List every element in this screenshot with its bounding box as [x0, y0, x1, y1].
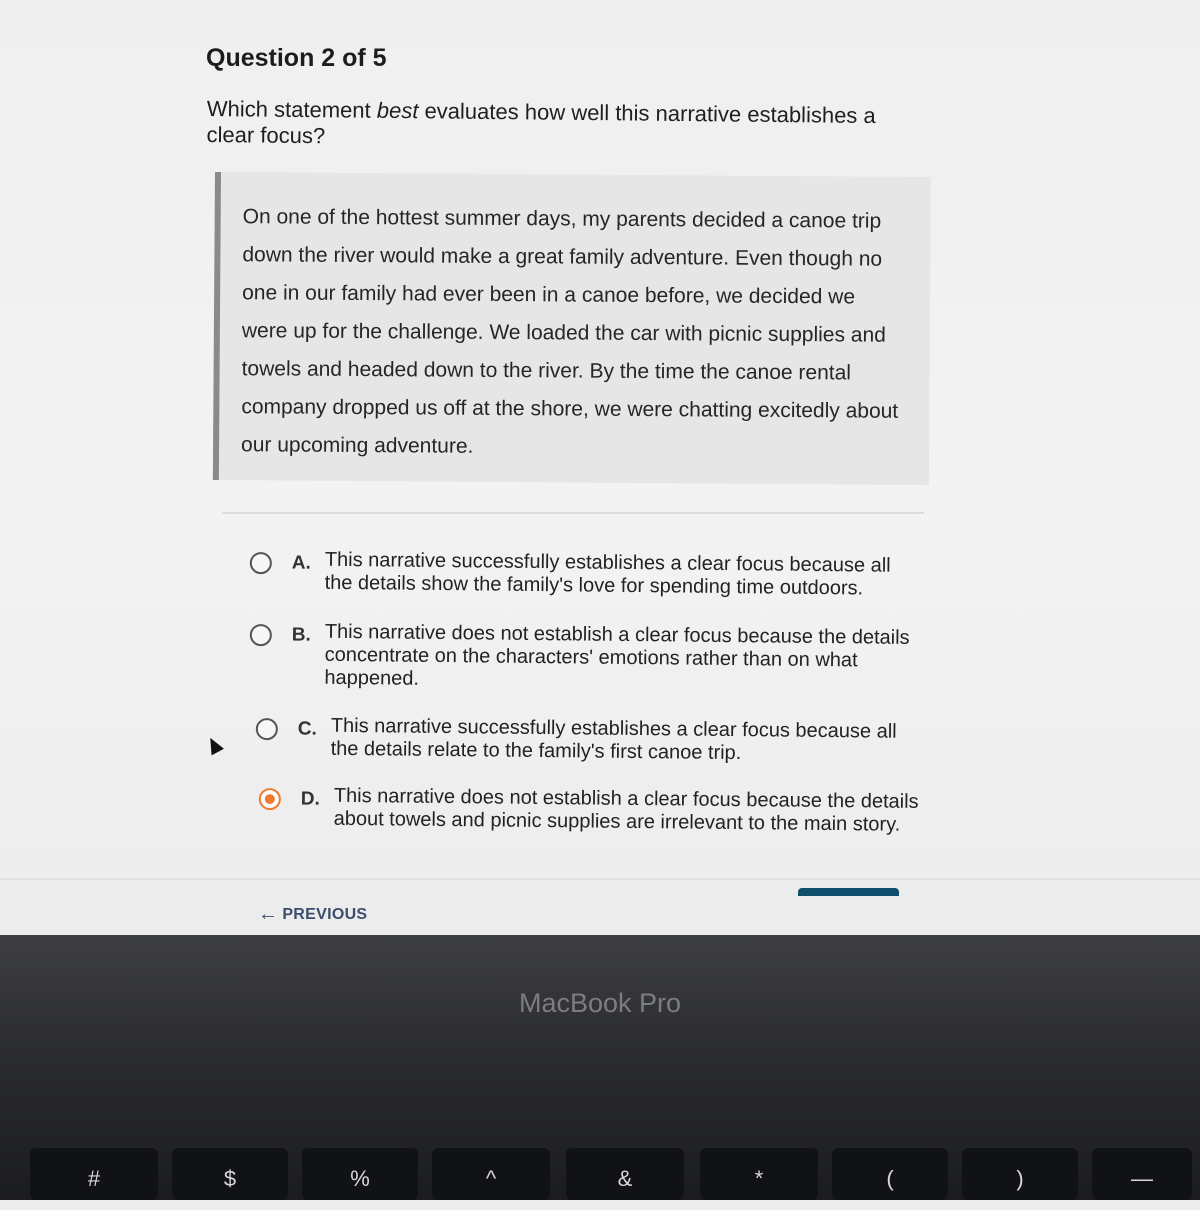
footer-divider [0, 878, 1200, 880]
key-hash[interactable]: # [30, 1148, 158, 1200]
laptop-brand-label: MacBook Pro [518, 988, 682, 1018]
question-counter: Question 2 of 5 [206, 44, 387, 72]
radio-selected-icon[interactable] [259, 788, 281, 810]
key-asterisk[interactable]: * [700, 1148, 818, 1200]
answer-option-a[interactable] [250, 548, 915, 601]
passage-text: On one of the hottest summer days, my parents decided a canoe trip down the river would make a great family adventure. Even though no one in our family had ever been in a canoe before, we decided we were up for the challenge. We loaded the car with picnic supplies and towels and headed down to the river. By the time the canoe rental company dropped us off at the shore, we were chatting excitedly about our upcoming adventure. [241, 205, 899, 458]
key-dollar[interactable]: $ [172, 1148, 288, 1200]
option-letter: B. [291, 624, 311, 646]
keyboard-row [0, 1148, 1200, 1200]
key-caret[interactable]: ^ [432, 1148, 550, 1200]
answer-option-b[interactable] [249, 620, 915, 696]
option-letter: A. [291, 552, 311, 574]
radio-icon[interactable] [250, 552, 272, 574]
key-minus[interactable]: — [1092, 1148, 1192, 1200]
option-text: This narrative does not establish a clear focus because the details about towels and picnic supplies are irrelevant to the main story. [333, 784, 919, 836]
arrow-left-icon: ← [258, 903, 279, 925]
option-text: This narrative successfully establishes a clear focus because all the details relate to the family's first canoe trip. [330, 714, 897, 765]
prompt-text-end: evaluates how well this narrative establishes a clear focus? [206, 98, 876, 149]
key-ampersand[interactable]: & [566, 1148, 684, 1200]
radio-icon[interactable] [256, 718, 278, 740]
section-divider [222, 512, 924, 514]
key-close-paren[interactable]: ) [962, 1148, 1078, 1200]
narrative-passage [213, 172, 931, 485]
answer-option-c[interactable] [256, 714, 921, 767]
option-letter: C. [297, 718, 317, 740]
key-open-paren[interactable]: ( [832, 1148, 948, 1200]
mouse-cursor-icon [204, 735, 224, 756]
prompt-emphasis: best [376, 97, 419, 124]
key-percent[interactable]: % [302, 1148, 418, 1200]
option-letter: D. [300, 788, 320, 810]
prompt-text-start: Which statement [206, 96, 377, 123]
previous-button[interactable] [258, 902, 367, 925]
radio-icon[interactable] [250, 624, 272, 646]
next-button[interactable] [798, 888, 899, 896]
option-text: This narrative does not establish a clear focus because the details concentrate on the characters' emotions rather than on what happened. [324, 620, 910, 690]
question-prompt [206, 96, 927, 156]
previous-label: PREVIOUS [282, 906, 368, 923]
answer-option-d[interactable] [259, 784, 924, 837]
option-text: This narrative successfully establishes a clear focus because all the details show the family's love for spending time outdoors. [324, 548, 891, 600]
